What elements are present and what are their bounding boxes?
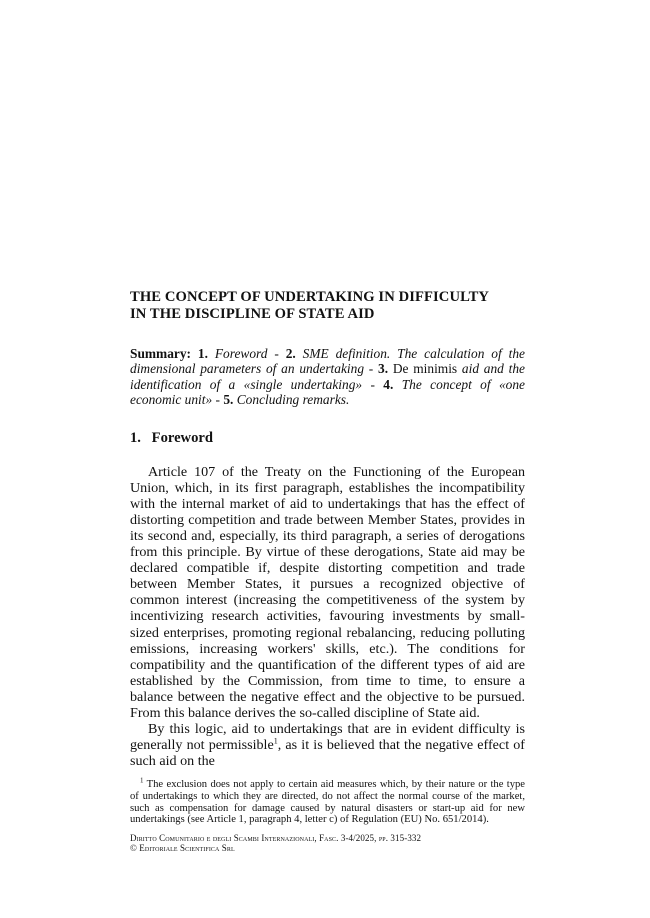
paragraph-2 — [130, 721, 525, 769]
summary-item-3: aid and the identification of a «single undertaking» — [130, 361, 525, 392]
section-title: Foreword — [151, 429, 213, 446]
summary-item-4: The concept of «one economic unit» — [130, 376, 525, 408]
summary-number-5: 5. — [223, 392, 234, 408]
summary-separator: - — [212, 392, 224, 408]
journal-citation: Diritto Comunitario e degli Scambi Internazionali, Fasc. 3-4/2025, pp. 315-332 — [130, 832, 422, 843]
paragraph-2-text-b: , as it is believed that the negative effect of such aid on the — [130, 737, 525, 770]
paragraph-2-text-a: By this logic, aid to undertakings that are in evident difficulty is generally not permissible — [130, 721, 525, 754]
summary-item-3-upright: De minimis — [392, 361, 458, 377]
journal-info — [130, 833, 525, 853]
summary-separator: - — [364, 361, 379, 377]
summary-item-5: Concluding remarks. — [236, 392, 350, 408]
summary — [130, 346, 525, 408]
footnote-reference: 1 — [273, 736, 278, 746]
footnote-text: The exclusion does not apply to certain aid measures which, by their nature or the type of undertakings to which they are directed, do not affect the normal course of the market, such as compensation for damage caused by natural disasters or start-up aid for new undertakings (see Article 1, paragraph 4, letter c) of Regulation (EU) No. 651/2014). — [130, 779, 525, 826]
summary-number-3: 3. — [378, 361, 389, 377]
article-page — [130, 289, 525, 853]
section-number: 1. — [130, 429, 141, 446]
summary-number-2: 2. — [285, 346, 296, 361]
title-line-1: THE CONCEPT OF UNDERTAKING IN DIFFICULTY — [130, 289, 490, 305]
copyright-notice: © Editoriale Scientifica Srl — [130, 842, 235, 853]
paragraph-1: Article 107 of the Treaty on the Functioning of the European Union, which, in its first paragraph, establishes the incompatibility with the internal market of aid to undertakings that has the effect of distorting competition and trade between Member States, provides in its second and, especially, its third paragraph, a series of derogations from this principle. By virtue of these derogations, State aid may be declared compatible if, despite distorting competition and trade between Member States, it pursues a recognized objective of common interest (increasing the competitiveness of the system by incentivizing research activities, favouring investments by small-sized enterprises, promoting regional rebalancing, reducing polluting emissions, increasing workers' skills, etc.). The conditions for compatibility and the quantification of the different types of aid are established by the Commission, from time to time, to ensure a balance between the negative effect and the objective to be pursued. From this balance derives the so-called discipline of State aid. — [130, 463, 525, 722]
summary-separator: - — [362, 376, 384, 392]
footnote-mark: 1 — [140, 776, 144, 785]
footnote — [130, 776, 525, 826]
section-heading — [130, 430, 525, 447]
title-line-2: IN THE DISCIPLINE OF STATE AID — [130, 306, 375, 322]
summary-separator: - — [267, 346, 286, 361]
summary-item-2: SME definition. The calculation of the dimensional parameters of an undertaking — [130, 346, 525, 377]
summary-label: Summary: — [130, 346, 191, 361]
summary-number-4: 4. — [383, 376, 394, 392]
summary-item-1: Foreword — [214, 346, 268, 361]
article-title — [130, 289, 525, 323]
summary-number-1: 1. — [197, 346, 208, 361]
body-text — [130, 464, 525, 770]
